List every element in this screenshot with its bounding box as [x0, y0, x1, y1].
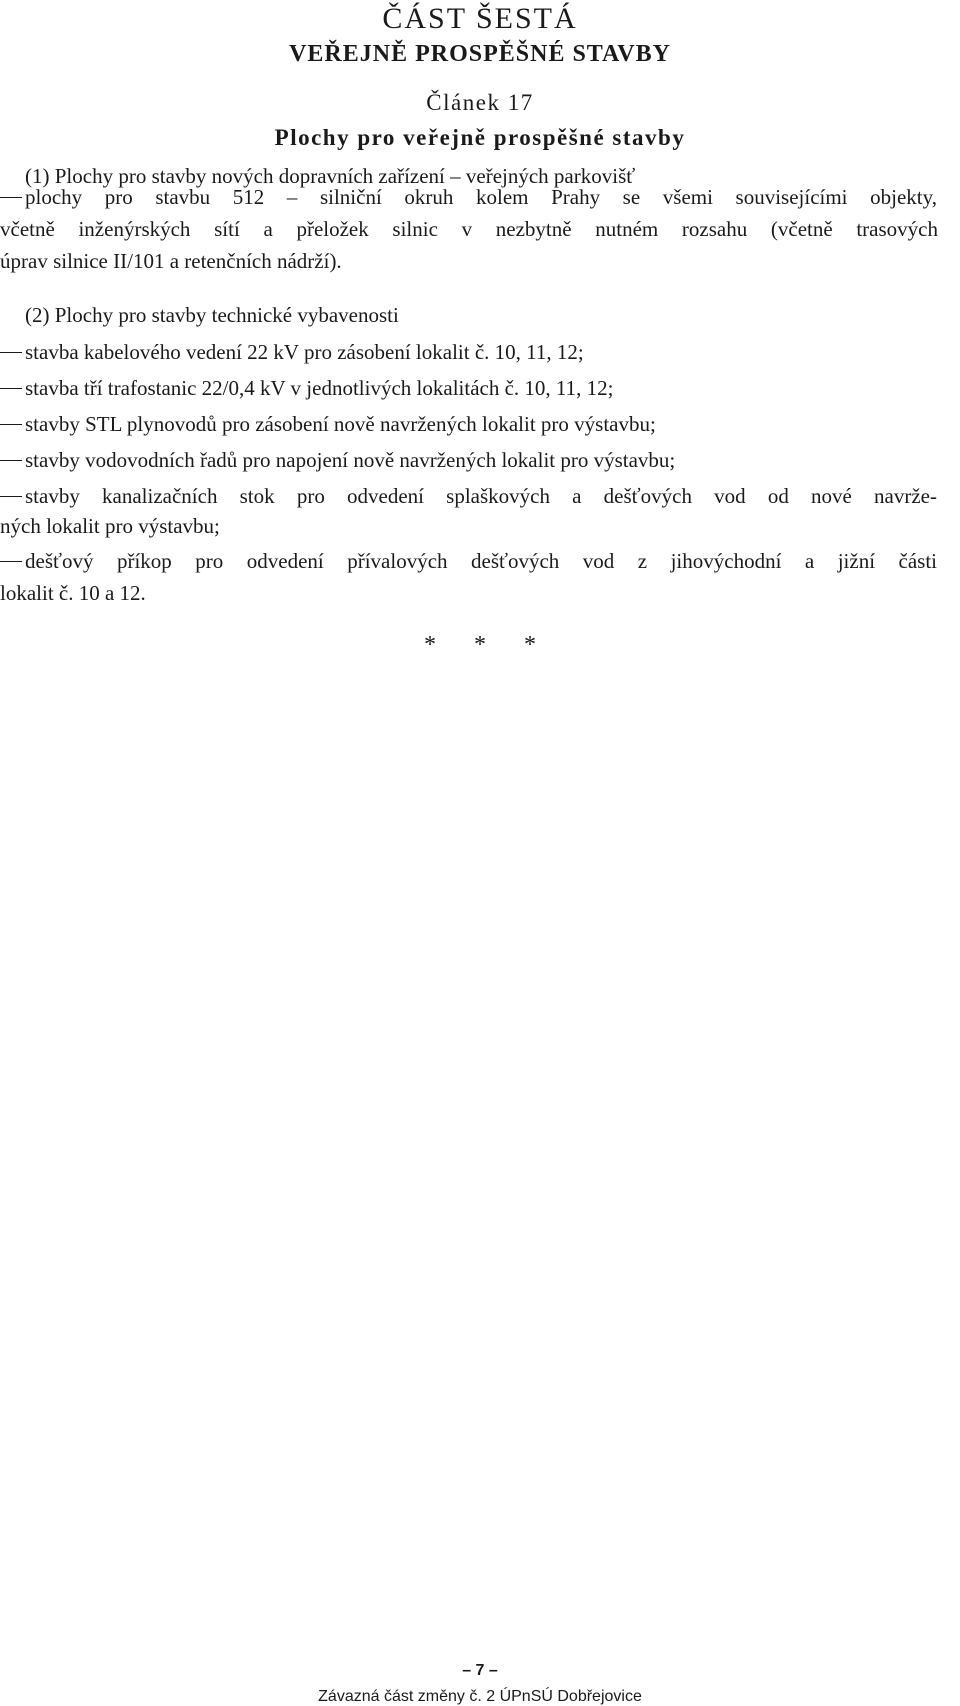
list-item-line: stavby vodovodních řadů pro napojení nově navržených lokalit pro výstavbu;: [25, 448, 676, 472]
list-item-line: ných lokalit pro výstavbu;: [0, 514, 220, 538]
list-item: [0, 546, 938, 608]
separator-star: *: [424, 632, 436, 658]
section-separator: [0, 632, 960, 659]
dash-bullet: [0, 352, 22, 353]
dash-bullet: [0, 388, 22, 389]
list-item-line: stavby STL plynovodů pro zásobení nově navržených lokalit pro výstavbu;: [25, 412, 656, 436]
list-item-line: včetně inženýrských sítí a přeložek silnic v nezbytně nutném rozsahu (včetně trasových: [0, 217, 938, 241]
list-item: [0, 445, 938, 475]
part-subtitle: VEŘEJNĚ PROSPĚŠNÉ STAVBY: [289, 41, 671, 67]
section-1-heading: (1) Plochy pro stavby nových dopravních zařízení – veřejných parkovišť: [25, 164, 636, 188]
dash-bullet: [0, 496, 22, 497]
list-item-line: stavba kabelového vedení 22 kV pro zásobení lokalit č. 10, 11, 12;: [25, 340, 584, 364]
list-item: [0, 481, 938, 543]
separator-star: *: [474, 632, 486, 658]
list-item: [0, 409, 938, 439]
list-item-line: stavba tří trafostanic 22/0,4 kV v jednotlivých lokalitách č. 10, 11, 12;: [25, 376, 614, 400]
list-item-line: úprav silnice II/101 a retenčních nádrží).: [0, 249, 342, 273]
dash-bullet: [0, 561, 22, 562]
list-item-line: plochy pro stavbu 512 – silniční okruh kolem Prahy se všemi souvisejícími objekty,: [25, 185, 937, 209]
list-item-line: lokalit č. 10 a 12.: [0, 581, 146, 605]
list-item: [0, 337, 938, 367]
list-item: [0, 373, 938, 403]
separator-star: *: [524, 632, 536, 658]
article-title: Plochy pro veřejně prospěšné stavby: [274, 125, 686, 150]
dash-bullet: [0, 197, 22, 198]
section-2-heading: (2) Plochy pro stavby technické vybavenosti: [25, 303, 399, 327]
page-number: – 7 –: [462, 1662, 498, 1679]
dash-bullet: [0, 424, 22, 425]
list-item-line: stavby kanalizačních stok pro odvedení splaškových a dešťových vod od nové navrže-: [25, 484, 937, 508]
dash-bullet: [0, 460, 22, 461]
footer-text: Závazná část změny č. 2 ÚPnSÚ Dobřejovice: [318, 1688, 642, 1705]
article-number: Článek 17: [426, 90, 534, 115]
list-item: [0, 182, 938, 272]
list-item-line: dešťový příkop pro odvedení přívalových dešťových vod z jihovýchodní a jižní části: [25, 549, 937, 573]
part-title: ČÁST ŠESTÁ: [382, 2, 578, 35]
